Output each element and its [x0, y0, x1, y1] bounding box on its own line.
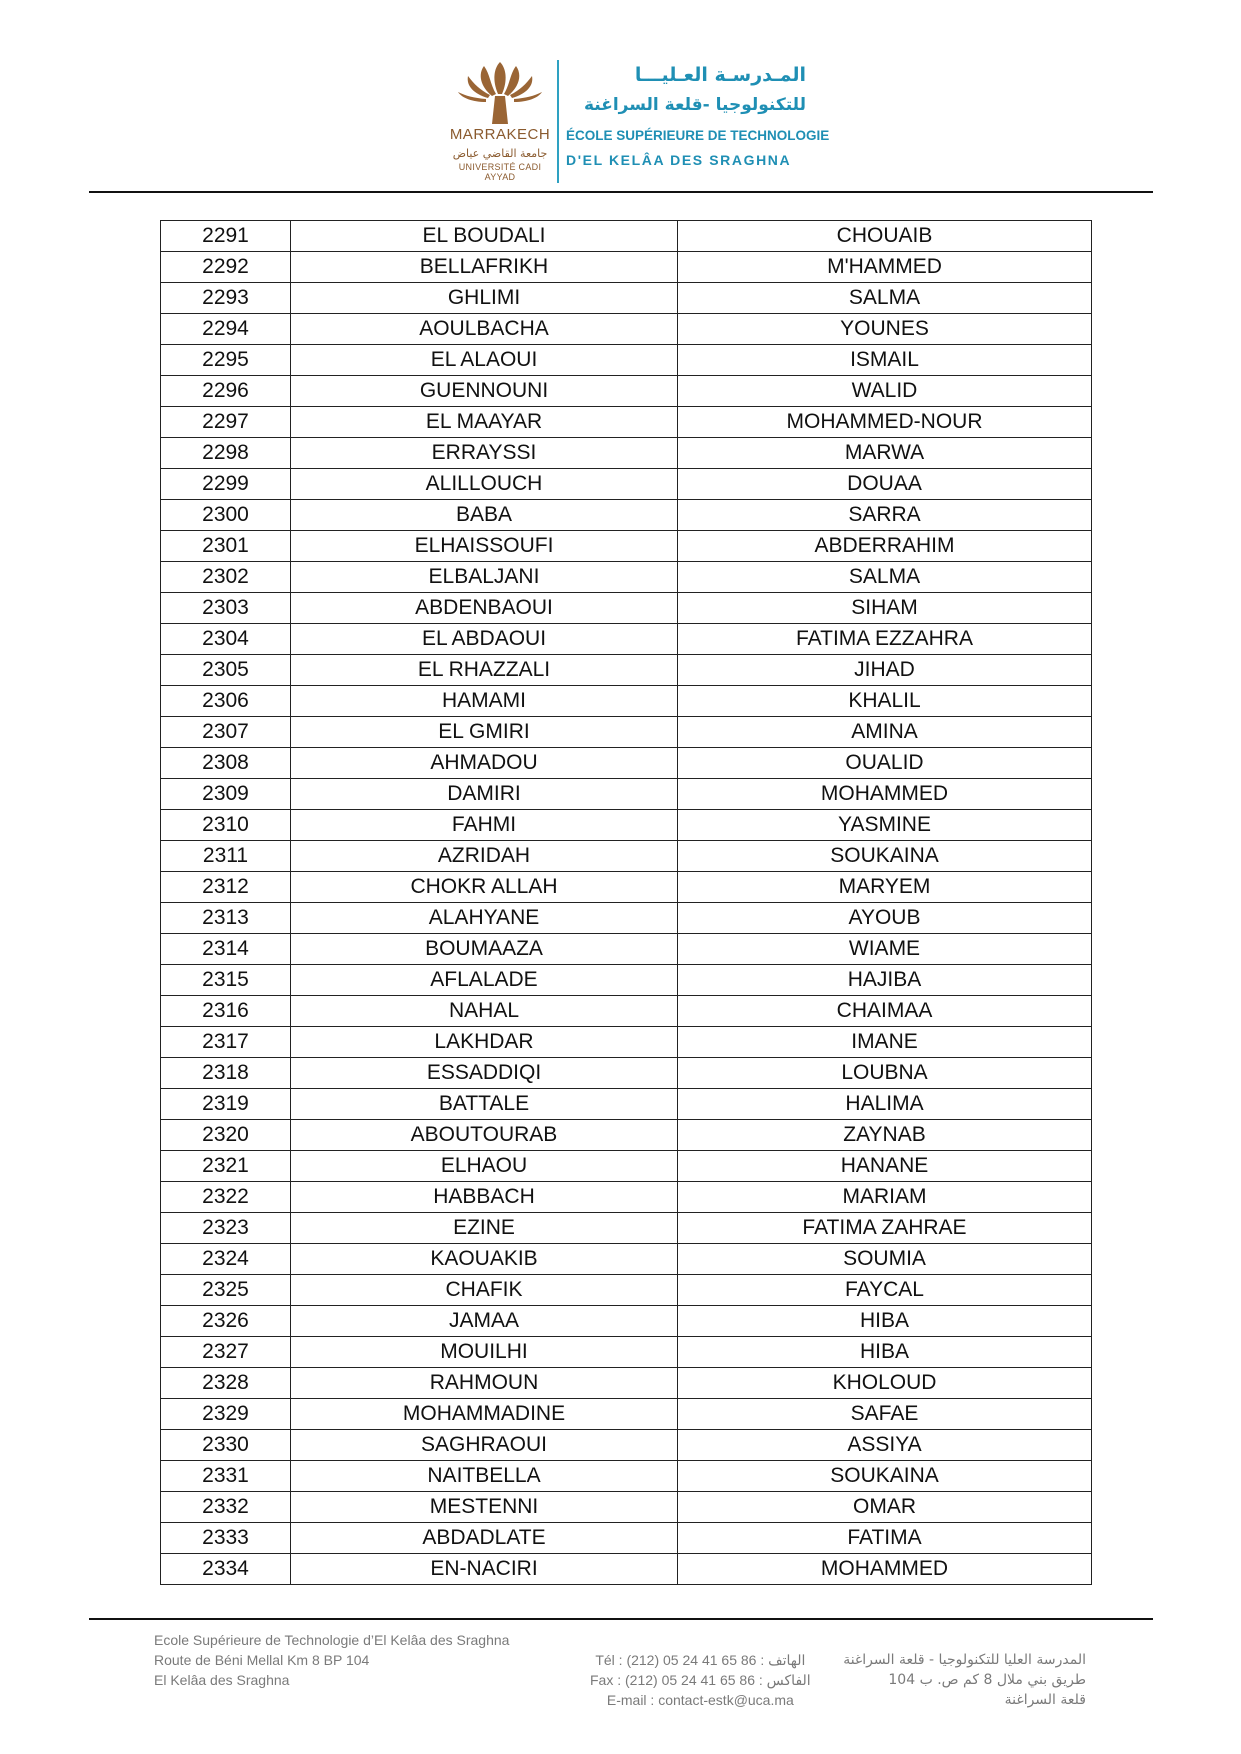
- last-name-cell: EL ABDAOUI: [291, 624, 678, 655]
- last-name-cell: AFLALADE: [291, 965, 678, 996]
- row-number: 2308: [161, 748, 291, 779]
- first-name-cell: AYOUB: [678, 903, 1092, 934]
- table-row: [161, 748, 1092, 779]
- last-name-cell: ELHAOU: [291, 1151, 678, 1182]
- table-row: [161, 1058, 1092, 1089]
- row-number: 2295: [161, 345, 291, 376]
- row-number: 2301: [161, 531, 291, 562]
- last-name-cell: HAMAMI: [291, 686, 678, 717]
- row-number: 2310: [161, 810, 291, 841]
- last-name-cell: BOUMAAZA: [291, 934, 678, 965]
- last-name-cell: MOHAMMADINE: [291, 1399, 678, 1430]
- table-row: [161, 1151, 1092, 1182]
- first-name-cell: SOUKAINA: [678, 1461, 1092, 1492]
- last-name-cell: ESSADDIQI: [291, 1058, 678, 1089]
- last-name-cell: RAHMOUN: [291, 1368, 678, 1399]
- first-name-cell: WIAME: [678, 934, 1092, 965]
- first-name-cell: WALID: [678, 376, 1092, 407]
- row-number: 2322: [161, 1182, 291, 1213]
- header-rule: [89, 191, 1153, 193]
- table-row: [161, 1461, 1092, 1492]
- school-name-arabic-line2: للتكنولوجيا -قلعة السراغنة: [583, 95, 806, 115]
- first-name-cell: ZAYNAB: [678, 1120, 1092, 1151]
- footer-contacts: [590, 1650, 811, 1710]
- row-number: 2326: [161, 1306, 291, 1337]
- first-name-cell: FATIMA: [678, 1523, 1092, 1554]
- table-row: [161, 252, 1092, 283]
- row-number: 2321: [161, 1151, 291, 1182]
- first-name-cell: MOHAMMED-NOUR: [678, 407, 1092, 438]
- row-number: 2297: [161, 407, 291, 438]
- row-number: 2292: [161, 252, 291, 283]
- first-name-cell: YOUNES: [678, 314, 1092, 345]
- first-name-cell: SOUKAINA: [678, 841, 1092, 872]
- table-row: [161, 624, 1092, 655]
- row-number: 2296: [161, 376, 291, 407]
- footer-address-line: Route de Béni Mellal Km 8 BP 104: [154, 1652, 370, 1668]
- row-number: 2300: [161, 500, 291, 531]
- table-row: [161, 469, 1092, 500]
- logo-university-french: UNIVERSITÉ CADI AYYAD: [458, 162, 542, 182]
- first-name-cell: KHALIL: [678, 686, 1092, 717]
- last-name-cell: CHOKR ALLAH: [291, 872, 678, 903]
- row-number: 2332: [161, 1492, 291, 1523]
- university-logo: [448, 58, 552, 188]
- last-name-cell: MOUILHI: [291, 1337, 678, 1368]
- table-row: [161, 438, 1092, 469]
- table-row: [161, 1492, 1092, 1523]
- first-name-cell: JIHAD: [678, 655, 1092, 686]
- row-number: 2302: [161, 562, 291, 593]
- first-name-cell: SARRA: [678, 500, 1092, 531]
- last-name-cell: ALILLOUCH: [291, 469, 678, 500]
- footer-address-arabic: [843, 1650, 1086, 1710]
- last-name-cell: EL BOUDALI: [291, 221, 678, 252]
- last-name-cell: NAITBELLA: [291, 1461, 678, 1492]
- first-name-cell: LOUBNA: [678, 1058, 1092, 1089]
- first-name-cell: MARIAM: [678, 1182, 1092, 1213]
- table-row: [161, 314, 1092, 345]
- first-name-cell: MOHAMMED: [678, 779, 1092, 810]
- last-name-cell: EL MAAYAR: [291, 407, 678, 438]
- school-name-french-line1: ÉCOLE SUPÉRIEURE DE TECHNOLOGIE: [566, 128, 830, 143]
- row-number: 2307: [161, 717, 291, 748]
- first-name-cell: CHOUAIB: [678, 221, 1092, 252]
- first-name-cell: MARWA: [678, 438, 1092, 469]
- footer-email: E-mail : contact-estk@uca.ma: [606, 1692, 794, 1708]
- first-name-cell: CHAIMAA: [678, 996, 1092, 1027]
- row-number: 2329: [161, 1399, 291, 1430]
- students-table: [160, 220, 1092, 1585]
- row-number: 2333: [161, 1523, 291, 1554]
- last-name-cell: AOULBACHA: [291, 314, 678, 345]
- palm-logo-icon: [454, 58, 546, 126]
- table-row: [161, 1027, 1092, 1058]
- footer-arabic-line: المدرسة العليا للتكنولوجيا - قلعة السراغنة: [843, 1652, 1086, 1668]
- table-row: [161, 717, 1092, 748]
- row-number: 2293: [161, 283, 291, 314]
- row-number: 2313: [161, 903, 291, 934]
- first-name-cell: AMINA: [678, 717, 1092, 748]
- last-name-cell: ELBALJANI: [291, 562, 678, 593]
- first-name-cell: SALMA: [678, 283, 1092, 314]
- row-number: 2325: [161, 1275, 291, 1306]
- first-name-cell: ASSIYA: [678, 1430, 1092, 1461]
- first-name-cell: YASMINE: [678, 810, 1092, 841]
- table-row: [161, 283, 1092, 314]
- row-number: 2327: [161, 1337, 291, 1368]
- table-row: [161, 903, 1092, 934]
- table-row: [161, 841, 1092, 872]
- table-row: [161, 1089, 1092, 1120]
- table-row: [161, 779, 1092, 810]
- last-name-cell: MESTENNI: [291, 1492, 678, 1523]
- last-name-cell: FAHMI: [291, 810, 678, 841]
- row-number: 2320: [161, 1120, 291, 1151]
- row-number: 2317: [161, 1027, 291, 1058]
- logo-university-arabic: جامعة القاضي عياض: [452, 147, 548, 160]
- table-row: [161, 1337, 1092, 1368]
- first-name-cell: HANANE: [678, 1151, 1092, 1182]
- table-row: [161, 1275, 1092, 1306]
- row-number: 2323: [161, 1213, 291, 1244]
- first-name-cell: OMAR: [678, 1492, 1092, 1523]
- table-row: [161, 1306, 1092, 1337]
- row-number: 2318: [161, 1058, 291, 1089]
- footer-address-french: [154, 1630, 509, 1690]
- footer-arabic-line: قلعة السراغنة: [1004, 1692, 1086, 1708]
- footer-telephone: Tél : (212) 05 24 41 65 86 : الهاتف: [595, 1652, 806, 1668]
- footer-address-line: Ecole Supérieure de Technologie d’El Kelâa des Sraghna: [154, 1632, 510, 1648]
- row-number: 2311: [161, 841, 291, 872]
- first-name-cell: ISMAIL: [678, 345, 1092, 376]
- table-row: [161, 872, 1092, 903]
- table-row: [161, 934, 1092, 965]
- document-header: [0, 0, 1241, 195]
- first-name-cell: HALIMA: [678, 1089, 1092, 1120]
- table-row: [161, 1368, 1092, 1399]
- first-name-cell: SIHAM: [678, 593, 1092, 624]
- first-name-cell: SALMA: [678, 562, 1092, 593]
- table-row: [161, 1182, 1092, 1213]
- row-number: 2306: [161, 686, 291, 717]
- last-name-cell: ABDENBAOUI: [291, 593, 678, 624]
- last-name-cell: LAKHDAR: [291, 1027, 678, 1058]
- last-name-cell: ABDADLATE: [291, 1523, 678, 1554]
- table-row: [161, 686, 1092, 717]
- last-name-cell: GUENNOUNI: [291, 376, 678, 407]
- last-name-cell: KAOUAKIB: [291, 1244, 678, 1275]
- table-row: [161, 810, 1092, 841]
- first-name-cell: HIBA: [678, 1306, 1092, 1337]
- first-name-cell: MARYEM: [678, 872, 1092, 903]
- row-number: 2298: [161, 438, 291, 469]
- students-table-body: [161, 221, 1092, 1585]
- table-row: [161, 500, 1092, 531]
- table-row: [161, 345, 1092, 376]
- table-row: [161, 1554, 1092, 1585]
- last-name-cell: EZINE: [291, 1213, 678, 1244]
- last-name-cell: CHAFIK: [291, 1275, 678, 1306]
- first-name-cell: DOUAA: [678, 469, 1092, 500]
- last-name-cell: HABBACH: [291, 1182, 678, 1213]
- first-name-cell: HIBA: [678, 1337, 1092, 1368]
- row-number: 2319: [161, 1089, 291, 1120]
- last-name-cell: GHLIMI: [291, 283, 678, 314]
- table-row: [161, 965, 1092, 996]
- row-number: 2316: [161, 996, 291, 1027]
- last-name-cell: EL ALAOUI: [291, 345, 678, 376]
- table-row: [161, 1430, 1092, 1461]
- table-row: [161, 593, 1092, 624]
- table-row: [161, 1523, 1092, 1554]
- footer-address-line: El Kelâa des Sraghna: [154, 1672, 290, 1688]
- school-name-arabic-line1: المـدرسـة العـليـــا: [634, 64, 806, 86]
- footer-rule: [89, 1618, 1153, 1620]
- table-row: [161, 996, 1092, 1027]
- last-name-cell: AZRIDAH: [291, 841, 678, 872]
- last-name-cell: EL GMIRI: [291, 717, 678, 748]
- school-name-french-line2: D'EL KELÂA DES SRAGHNA: [566, 152, 792, 168]
- table-row: [161, 562, 1092, 593]
- row-number: 2312: [161, 872, 291, 903]
- first-name-cell: SOUMIA: [678, 1244, 1092, 1275]
- table-row: [161, 376, 1092, 407]
- last-name-cell: ERRAYSSI: [291, 438, 678, 469]
- first-name-cell: KHOLOUD: [678, 1368, 1092, 1399]
- last-name-cell: DAMIRI: [291, 779, 678, 810]
- table-row: [161, 655, 1092, 686]
- last-name-cell: ABOUTOURAB: [291, 1120, 678, 1151]
- first-name-cell: IMANE: [678, 1027, 1092, 1058]
- first-name-cell: OUALID: [678, 748, 1092, 779]
- row-number: 2304: [161, 624, 291, 655]
- row-number: 2314: [161, 934, 291, 965]
- row-number: 2303: [161, 593, 291, 624]
- first-name-cell: HAJIBA: [678, 965, 1092, 996]
- last-name-cell: EL RHAZZALI: [291, 655, 678, 686]
- last-name-cell: ELHAISSOUFI: [291, 531, 678, 562]
- row-number: 2291: [161, 221, 291, 252]
- first-name-cell: FATIMA ZAHRAE: [678, 1213, 1092, 1244]
- first-name-cell: ABDERRAHIM: [678, 531, 1092, 562]
- row-number: 2309: [161, 779, 291, 810]
- row-number: 2328: [161, 1368, 291, 1399]
- table-row: [161, 1213, 1092, 1244]
- first-name-cell: FATIMA EZZAHRA: [678, 624, 1092, 655]
- school-name-block: [566, 60, 830, 172]
- last-name-cell: ALAHYANE: [291, 903, 678, 934]
- row-number: 2330: [161, 1430, 291, 1461]
- table-row: [161, 1120, 1092, 1151]
- footer-fax: Fax : (212) 05 24 41 65 86 : الفاكس: [590, 1672, 811, 1688]
- header-divider: [557, 60, 559, 183]
- row-number: 2299: [161, 469, 291, 500]
- last-name-cell: SAGHRAOUI: [291, 1430, 678, 1461]
- last-name-cell: EN-NACIRI: [291, 1554, 678, 1585]
- row-number: 2294: [161, 314, 291, 345]
- row-number: 2331: [161, 1461, 291, 1492]
- last-name-cell: JAMAA: [291, 1306, 678, 1337]
- row-number: 2324: [161, 1244, 291, 1275]
- table-row: [161, 1399, 1092, 1430]
- last-name-cell: BABA: [291, 500, 678, 531]
- first-name-cell: SAFAE: [678, 1399, 1092, 1430]
- last-name-cell: BATTALE: [291, 1089, 678, 1120]
- last-name-cell: BELLAFRIKH: [291, 252, 678, 283]
- footer-arabic-line: طريق بني ملال 8 كم ص. ب 104: [888, 1672, 1086, 1688]
- row-number: 2315: [161, 965, 291, 996]
- table-row: [161, 221, 1092, 252]
- logo-city: MARRAKECH: [449, 126, 551, 143]
- row-number: 2334: [161, 1554, 291, 1585]
- table-row: [161, 407, 1092, 438]
- last-name-cell: NAHAL: [291, 996, 678, 1027]
- row-number: 2305: [161, 655, 291, 686]
- table-row: [161, 1244, 1092, 1275]
- first-name-cell: FAYCAL: [678, 1275, 1092, 1306]
- table-row: [161, 531, 1092, 562]
- last-name-cell: AHMADOU: [291, 748, 678, 779]
- first-name-cell: MOHAMMED: [678, 1554, 1092, 1585]
- first-name-cell: M'HAMMED: [678, 252, 1092, 283]
